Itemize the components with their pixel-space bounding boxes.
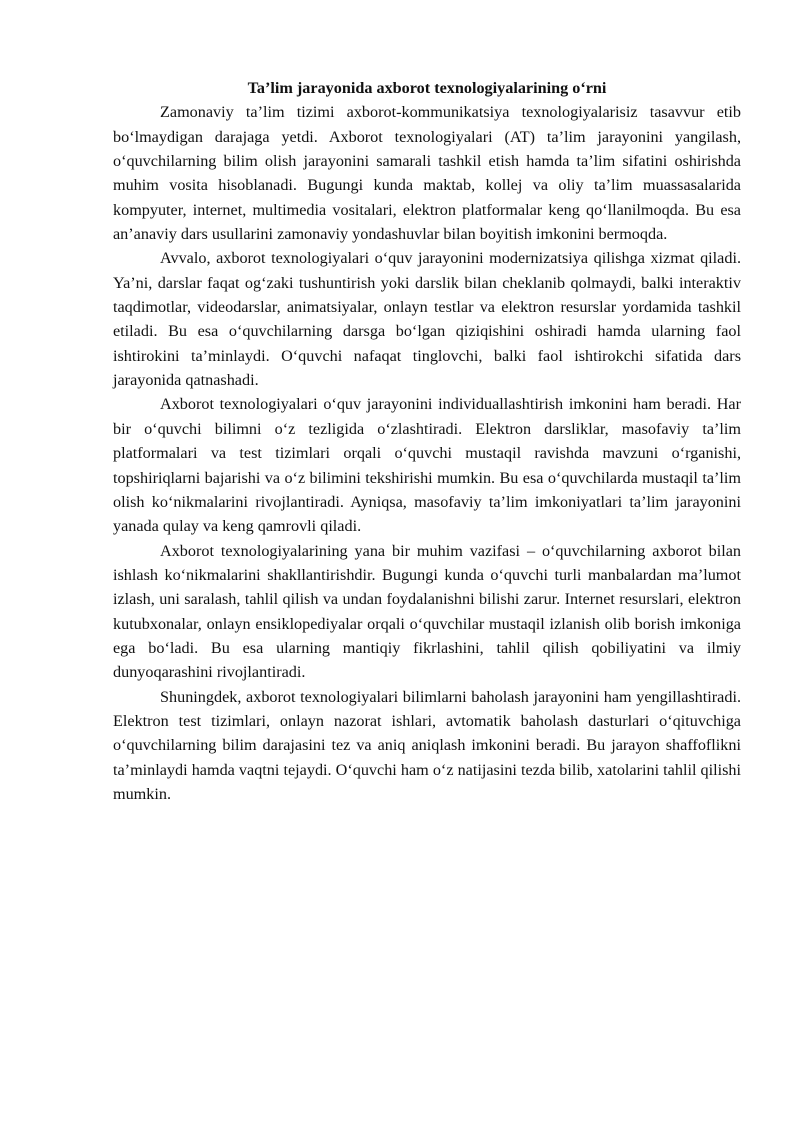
paragraph-assessment: Shuningdek, axborot texnologiyalari bilimlarni baholash jarayonini ham yengillashtiradi. Elektron test tizimlari, onlayn nazorat ishlari, avtomatik baholash dasturlari o‘qituvchiga o‘quvchilarning bilim darajasini tez va aniq aniqlash imkonini beradi. Bu jarayon shaffoflikni ta’minlaydi hamda vaqtni tejaydi. O‘quvchi ham o‘z natijasini tezda bilib, xatolarini tahlil qilishi mumkin. [113,687,741,803]
paragraph-information-skills: Axborot texnologiyalarining yana bir muhim vazifasi – o‘quvchilarning axborot bilan ishlash ko‘nikmalarini shakllantirishdir. Bugungi kunda o‘quvchi turli manbalardan ma’lumot izlash, uni saralash, tahlil qilish va undan foydalanishni bilishi zarur. Internet resurslari, elektron kutubxonalar, onlayn ensiklopediyalar orqali o‘quvchilar mustaqil izlanish olib borish imkoniga ega bo‘ladi. Bu esa ularning mantiqiy fikrlashini, tahlil qilish qobiliyatini va ilmiy dunyoqarashini rivojlantiradi. [113,541,741,682]
document-title: Ta’lim jarayonida axborot texnologiyalarining o‘rni [247,79,607,97]
paragraph-individualization: Axborot texnologiyalari o‘quv jarayonini individuallashtirish imkonini ham beradi. Har bir o‘quvchi bilimni o‘z tezligida o‘zlashtiradi. Elektron darsliklar, masofaviy ta’lim platformalari va test tizimlari orqali o‘quvchi mustaqil ravishda mavzuni o‘rganishi, topshiriqlarni bajarishi va o‘z bilimini tekshirishi mumkin. Bu esa o‘quvchilarda mustaqil ta’lim olish ko‘nikmalarini rivojlantiradi. Ayniqsa, masofaviy ta’lim imkoniyatlari ta’lim jarayonini yanada qulay va keng qamrovli qiladi. [113,395,741,536]
document-body [113,76,741,806]
paragraph-intro: Zamonaviy ta’lim tizimi axborot-kommunikatsiya texnologiyalarisiz tasavvur etib bo‘lmaydigan darajaga yetdi. Axborot texnologiyalari (AT) ta’lim jarayonini yangilash, o‘quvchilarning bilim olish jarayonini samarali tashkil etish hamda ta’lim sifatini oshirishda muhim vosita hisoblanadi. Bugungi kunda maktab, kollej va oliy ta’lim muassasalarida kompyuter, internet, multimedia vositalari, elektron platformalar keng qo‘llanilmoqda. Bu esa an’anaviy dars usullarini zamonaviy yondashuvlar bilan boyitish imkonini bermoqda. [113,103,741,244]
paragraph-modernization: Avvalo, axborot texnologiyalari o‘quv jarayonini modernizatsiya qilishga xizmat qiladi. Ya’ni, darslar faqat og‘zaki tushuntirish yoki darslik bilan cheklanib qolmaydi, balki interaktiv taqdimotlar, videodarslar, animatsiyalar, onlayn testlar va elektron resurslar yordamida tashkil etiladi. Bu esa o‘quvchilarning darsga bo‘lgan qiziqishini oshiradi hamda ularning faol ishtirokini ta’minlaydi. O‘quvchi nafaqat tinglovchi, balki faol ishtirokchi sifatida dars jarayonida qatnashadi. [113,249,741,390]
